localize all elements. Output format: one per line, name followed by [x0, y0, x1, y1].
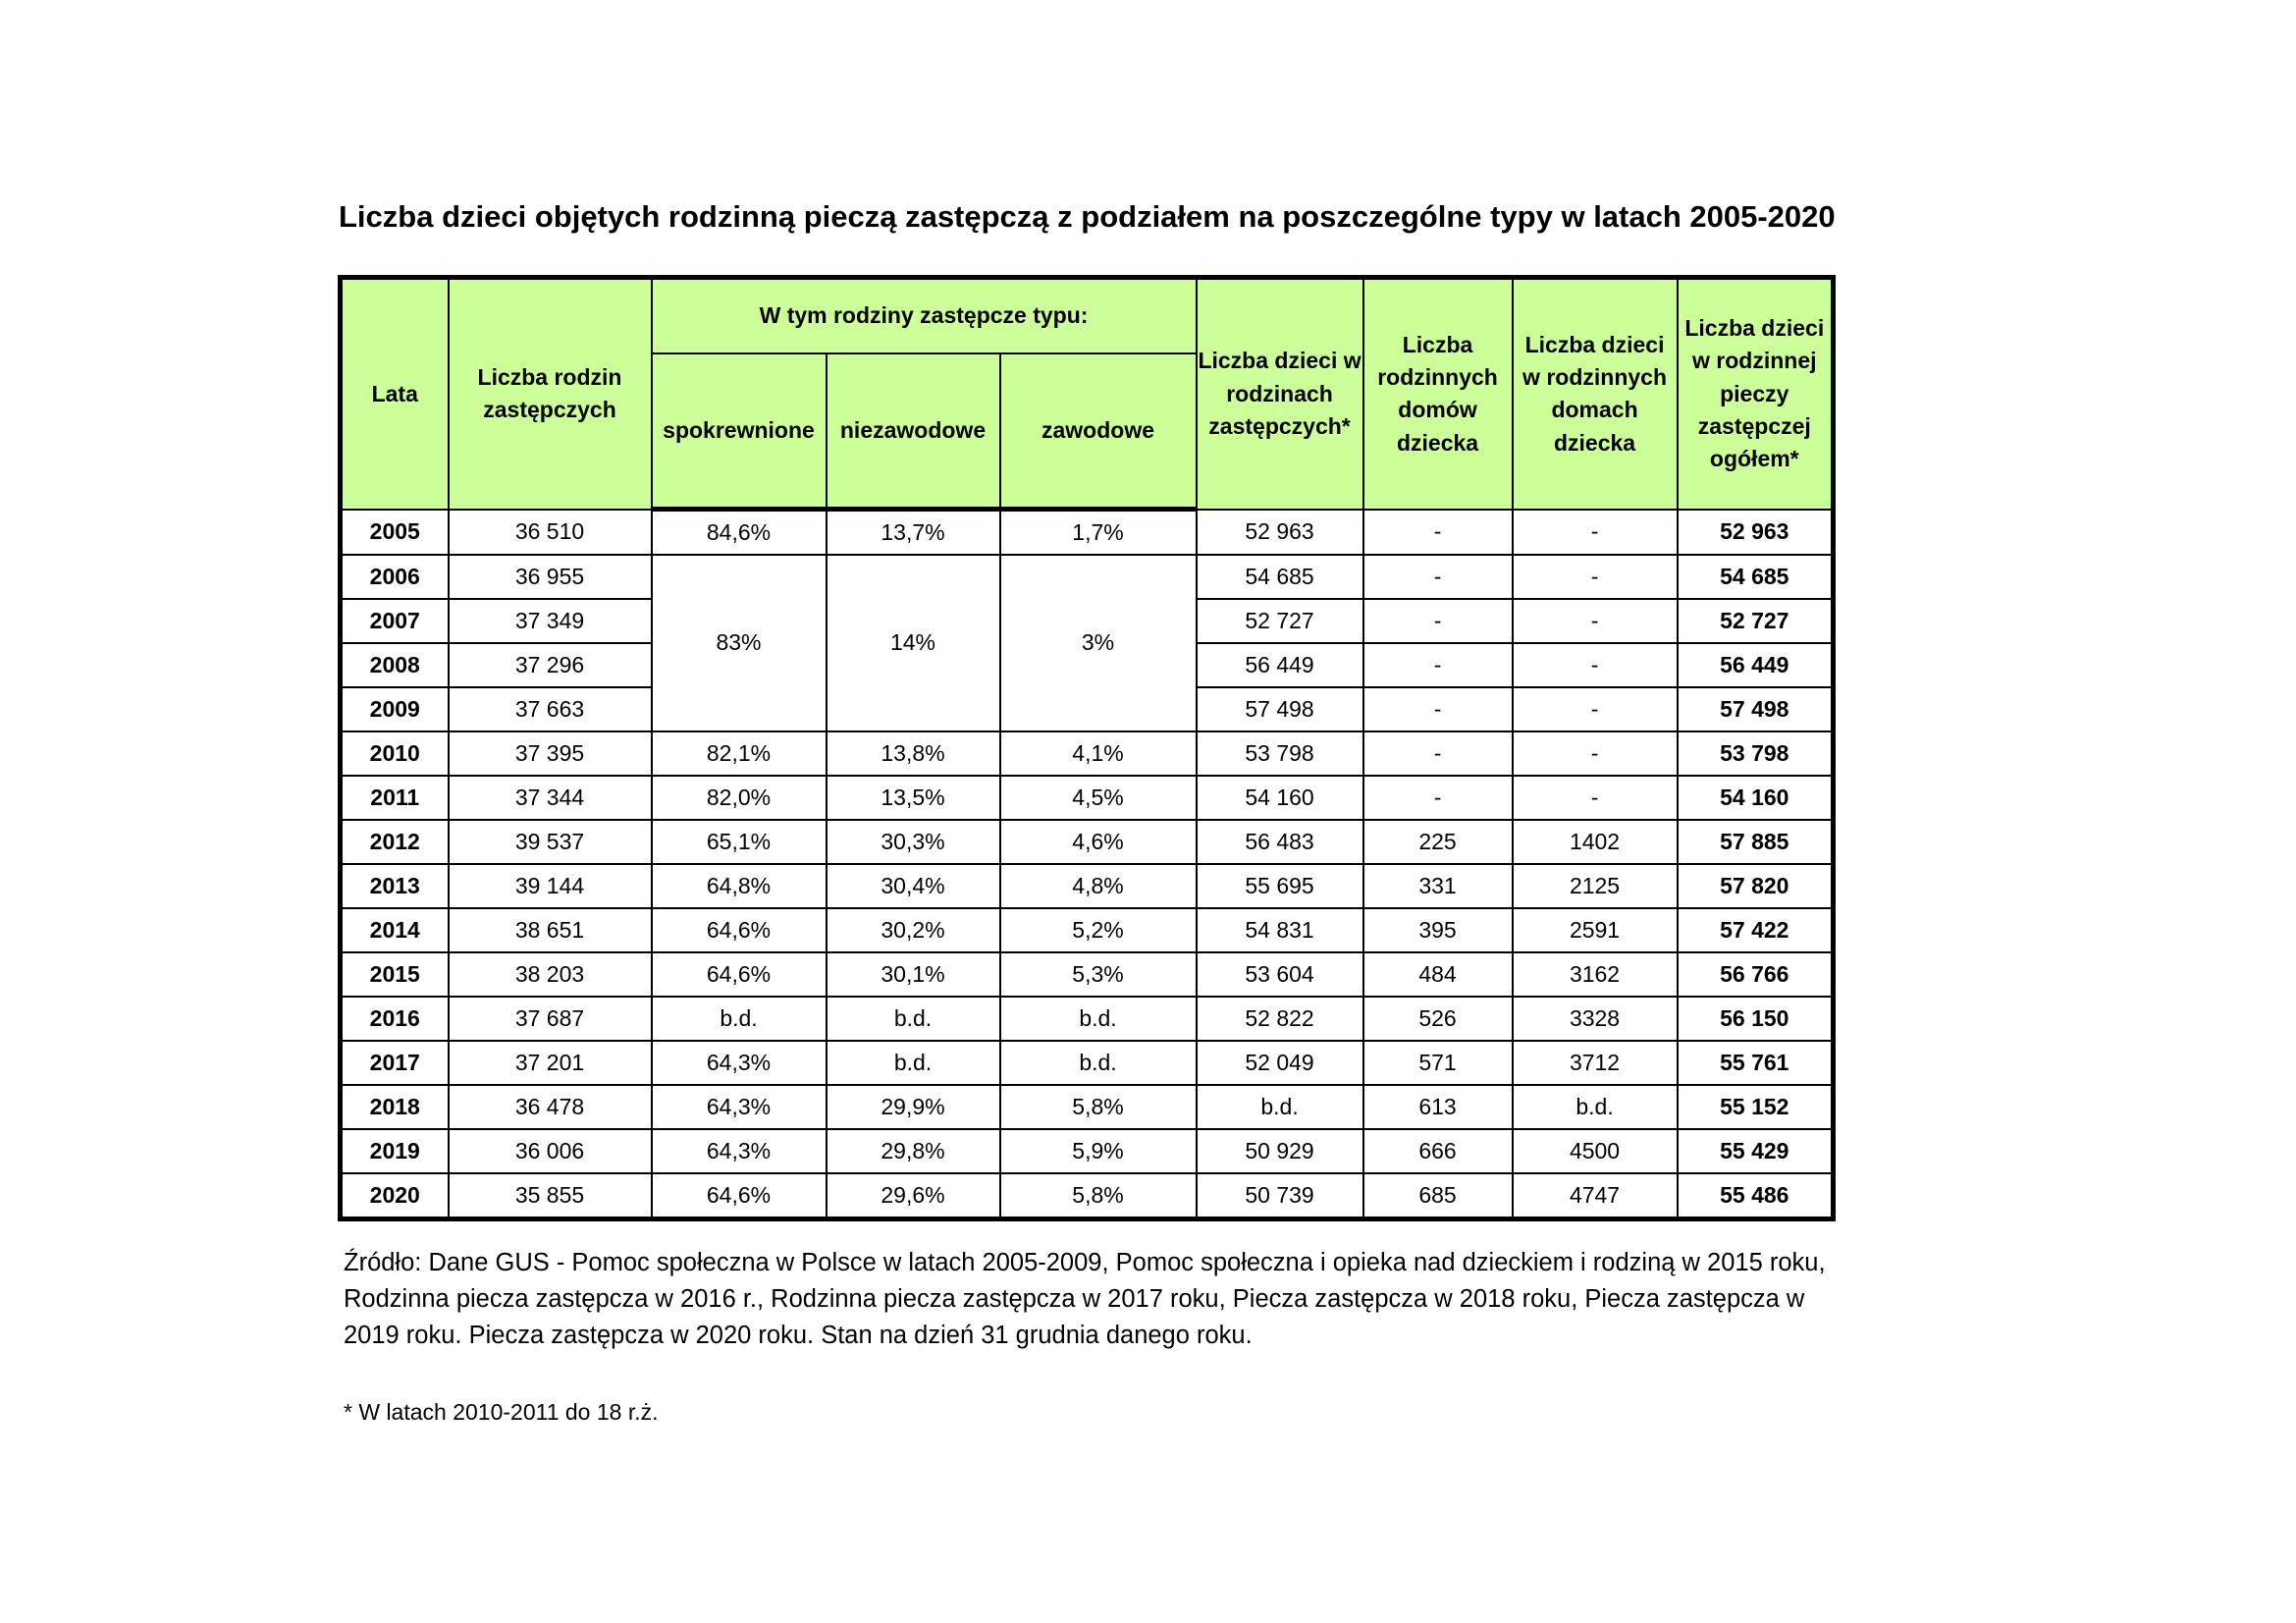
cell-year: 2006	[341, 555, 449, 599]
footnote: * W latach 2010-2011 do 18 r.ż.	[344, 1399, 659, 1425]
cell-home-children: 3328	[1513, 997, 1678, 1041]
cell-families: 39 537	[449, 820, 652, 864]
cell-year: 2007	[341, 599, 449, 643]
cell-niezawodowe: 29,6%	[827, 1173, 1000, 1219]
cell-families: 38 203	[449, 952, 652, 997]
cell-spokrewnione: 64,6%	[652, 908, 827, 952]
cell-spokrewnione: b.d.	[652, 997, 827, 1041]
cell-total: 54 685	[1678, 555, 1834, 599]
cell-homes: 571	[1363, 1041, 1513, 1085]
cell-homes: -	[1363, 510, 1513, 556]
cell-families: 37 296	[449, 643, 652, 687]
header-lata: Lata	[341, 278, 449, 510]
cell-spokrewnione: 82,0%	[652, 776, 827, 820]
cell-spokrewnione: 64,3%	[652, 1085, 827, 1129]
cell-total: 55 152	[1678, 1085, 1834, 1129]
cell-homes: 225	[1363, 820, 1513, 864]
cell-year: 2019	[341, 1129, 449, 1173]
cell-families: 37 663	[449, 687, 652, 731]
cell-zawodowe: 5,8%	[1000, 1085, 1197, 1129]
cell-year: 2017	[341, 1041, 449, 1085]
cell-home-children: -	[1513, 687, 1678, 731]
cell-homes: 526	[1363, 997, 1513, 1041]
cell-families: 38 651	[449, 908, 652, 952]
cell-total: 53 798	[1678, 731, 1834, 776]
table-row	[341, 1085, 1834, 1129]
cell-home-children: 2125	[1513, 864, 1678, 908]
cell-zawodowe: 1,7%	[1000, 510, 1197, 556]
table-row	[341, 997, 1834, 1041]
table-row	[341, 1173, 1834, 1219]
cell-zawodowe: 4,5%	[1000, 776, 1197, 820]
cell-total: 57 422	[1678, 908, 1834, 952]
cell-niezawodowe: 13,5%	[827, 776, 1000, 820]
cell-home-children: 4747	[1513, 1173, 1678, 1219]
cell-total: 55 761	[1678, 1041, 1834, 1085]
cell-year: 2005	[341, 510, 449, 556]
cell-families: 37 344	[449, 776, 652, 820]
cell-home-children: -	[1513, 555, 1678, 599]
cell-children: 50 739	[1197, 1173, 1363, 1219]
cell-zawodowe: 5,9%	[1000, 1129, 1197, 1173]
cell-total: 52 963	[1678, 510, 1834, 556]
cell-zawodowe-merged: 3%	[1000, 555, 1197, 731]
cell-children: b.d.	[1197, 1085, 1363, 1129]
cell-home-children: 1402	[1513, 820, 1678, 864]
cell-niezawodowe: b.d.	[827, 1041, 1000, 1085]
cell-total: 56 150	[1678, 997, 1834, 1041]
cell-spokrewnione-merged: 83%	[652, 555, 827, 731]
table-row	[341, 864, 1834, 908]
cell-children: 52 963	[1197, 510, 1363, 556]
table-row	[341, 952, 1834, 997]
cell-children: 55 695	[1197, 864, 1363, 908]
cell-year: 2011	[341, 776, 449, 820]
cell-home-children: -	[1513, 643, 1678, 687]
table-row	[341, 908, 1834, 952]
cell-families: 36 006	[449, 1129, 652, 1173]
cell-spokrewnione: 64,8%	[652, 864, 827, 908]
page-title: Liczba dzieci objętych rodzinną pieczą zastępczą z podziałem na poszczególne typy w latach 2005-2020	[339, 199, 1836, 234]
cell-spokrewnione: 82,1%	[652, 731, 827, 776]
cell-zawodowe: 5,3%	[1000, 952, 1197, 997]
cell-total: 57 885	[1678, 820, 1834, 864]
cell-families: 37 349	[449, 599, 652, 643]
cell-homes: 666	[1363, 1129, 1513, 1173]
cell-families: 37 201	[449, 1041, 652, 1085]
header-ogolem: Liczba dzieci w rodzinnej pieczy zastępczej ogółem*	[1678, 278, 1834, 510]
header-zawodowe: zawodowe	[1000, 353, 1197, 510]
cell-homes: -	[1363, 776, 1513, 820]
cell-year: 2008	[341, 643, 449, 687]
cell-homes: -	[1363, 555, 1513, 599]
cell-homes: 395	[1363, 908, 1513, 952]
cell-children: 57 498	[1197, 687, 1363, 731]
cell-children: 53 798	[1197, 731, 1363, 776]
cell-year: 2016	[341, 997, 449, 1041]
cell-home-children: -	[1513, 776, 1678, 820]
cell-homes: -	[1363, 687, 1513, 731]
table-row	[341, 555, 1834, 599]
header-spokrewnione: spokrewnione	[652, 353, 827, 510]
cell-zawodowe: 5,8%	[1000, 1173, 1197, 1219]
cell-home-children: 3162	[1513, 952, 1678, 997]
cell-niezawodowe: 30,2%	[827, 908, 1000, 952]
cell-children: 50 929	[1197, 1129, 1363, 1173]
cell-year: 2018	[341, 1085, 449, 1129]
cell-homes: 331	[1363, 864, 1513, 908]
cell-children: 54 160	[1197, 776, 1363, 820]
header-niezawodowe: niezawodowe	[827, 353, 1000, 510]
table-row	[341, 1129, 1834, 1173]
cell-spokrewnione: 84,6%	[652, 510, 827, 556]
cell-niezawodowe: 13,8%	[827, 731, 1000, 776]
cell-total: 52 727	[1678, 599, 1834, 643]
cell-children: 52 727	[1197, 599, 1363, 643]
cell-home-children: -	[1513, 731, 1678, 776]
cell-homes: -	[1363, 599, 1513, 643]
cell-total: 55 486	[1678, 1173, 1834, 1219]
header-group: W tym rodziny zastępcze typu:	[652, 278, 1197, 354]
cell-children: 54 831	[1197, 908, 1363, 952]
cell-niezawodowe: b.d.	[827, 997, 1000, 1041]
cell-niezawodowe: 29,9%	[827, 1085, 1000, 1129]
header-dzieci-domy: Liczba dzieci w rodzinnych domach dziecka	[1513, 278, 1678, 510]
cell-niezawodowe: 29,8%	[827, 1129, 1000, 1173]
cell-home-children: 4500	[1513, 1129, 1678, 1173]
cell-niezawodowe-merged: 14%	[827, 555, 1000, 731]
cell-families: 37 395	[449, 731, 652, 776]
cell-year: 2014	[341, 908, 449, 952]
table-row	[341, 776, 1834, 820]
cell-spokrewnione: 64,6%	[652, 952, 827, 997]
cell-homes: -	[1363, 731, 1513, 776]
table-row	[341, 731, 1834, 776]
cell-children: 56 483	[1197, 820, 1363, 864]
foster-care-table	[338, 275, 1836, 1221]
cell-children: 52 049	[1197, 1041, 1363, 1085]
cell-home-children: b.d.	[1513, 1085, 1678, 1129]
cell-zawodowe: 4,8%	[1000, 864, 1197, 908]
cell-zawodowe: b.d.	[1000, 1041, 1197, 1085]
cell-zawodowe: 4,1%	[1000, 731, 1197, 776]
cell-spokrewnione: 64,3%	[652, 1129, 827, 1173]
cell-families: 36 510	[449, 510, 652, 556]
cell-children: 53 604	[1197, 952, 1363, 997]
header-domy: Liczba rodzinnych domów dziecka	[1363, 278, 1513, 510]
cell-total: 54 160	[1678, 776, 1834, 820]
cell-niezawodowe: 30,3%	[827, 820, 1000, 864]
cell-families: 35 855	[449, 1173, 652, 1219]
cell-home-children: 2591	[1513, 908, 1678, 952]
cell-total: 55 429	[1678, 1129, 1834, 1173]
cell-year: 2015	[341, 952, 449, 997]
cell-families: 36 955	[449, 555, 652, 599]
cell-year: 2012	[341, 820, 449, 864]
cell-year: 2009	[341, 687, 449, 731]
cell-zawodowe: 5,2%	[1000, 908, 1197, 952]
cell-spokrewnione: 65,1%	[652, 820, 827, 864]
header-rodziny: Liczba rodzin zastępczych	[449, 278, 652, 510]
cell-niezawodowe: 30,4%	[827, 864, 1000, 908]
cell-year: 2010	[341, 731, 449, 776]
header-dzieci-rodziny: Liczba dzieci w rodzinach zastępczych*	[1197, 278, 1363, 510]
cell-total: 57 820	[1678, 864, 1834, 908]
cell-niezawodowe: 30,1%	[827, 952, 1000, 997]
cell-home-children: -	[1513, 599, 1678, 643]
cell-total: 56 766	[1678, 952, 1834, 997]
cell-families: 36 478	[449, 1085, 652, 1129]
cell-zawodowe: b.d.	[1000, 997, 1197, 1041]
cell-home-children: 3712	[1513, 1041, 1678, 1085]
cell-families: 39 144	[449, 864, 652, 908]
cell-spokrewnione: 64,6%	[652, 1173, 827, 1219]
cell-spokrewnione: 64,3%	[652, 1041, 827, 1085]
cell-year: 2020	[341, 1173, 449, 1219]
table-row	[341, 820, 1834, 864]
cell-children: 52 822	[1197, 997, 1363, 1041]
cell-total: 57 498	[1678, 687, 1834, 731]
cell-home-children: -	[1513, 510, 1678, 556]
cell-year: 2013	[341, 864, 449, 908]
cell-families: 37 687	[449, 997, 652, 1041]
table-row	[341, 1041, 1834, 1085]
cell-homes: 484	[1363, 952, 1513, 997]
cell-children: 54 685	[1197, 555, 1363, 599]
cell-homes: 685	[1363, 1173, 1513, 1219]
cell-zawodowe: 4,6%	[1000, 820, 1197, 864]
cell-niezawodowe: 13,7%	[827, 510, 1000, 556]
cell-homes: 613	[1363, 1085, 1513, 1129]
cell-homes: -	[1363, 643, 1513, 687]
source-note: Źródło: Dane GUS - Pomoc społeczna w Polsce w latach 2005-2009, Pomoc społeczna i opieka nad dzieckiem i rodziną w 2015 roku, Rodzinna piecza zastępcza w 2016 r., Rodzinna piecza zastępcza w 2017 roku, Piecza zastępcza w 2018 roku, Piecza zastępcza w 2019 roku. Piecza zastępcza w 2020 roku. Stan na dzień 31 grudnia danego roku.	[344, 1249, 1826, 1349]
cell-total: 56 449	[1678, 643, 1834, 687]
table-row	[341, 510, 1834, 556]
cell-children: 56 449	[1197, 643, 1363, 687]
